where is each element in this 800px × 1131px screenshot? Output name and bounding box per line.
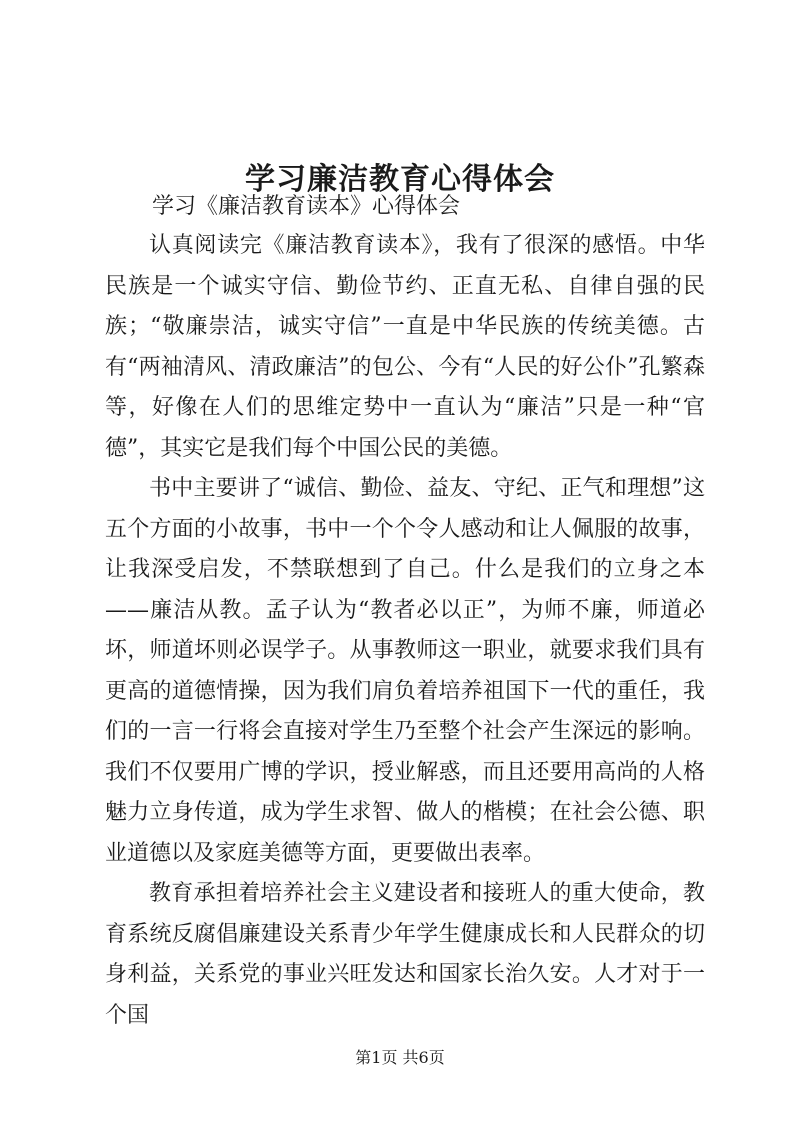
document-title: 学习廉洁教育心得体会: [245, 162, 555, 198]
paragraph-3: 教育承担着培养社会主义建设者和接班人的重大使命，教育系统反腐倡廉建设关系青少年学生健康成长和人民群众的切身利益，关系党的事业兴旺发达和国家长治久安。人才对于一个国: [105, 881, 705, 1028]
paragraph-1: 认真阅读完《廉洁教育读本》，我有了很深的感悟。中华民族是一个诚实守信、勤俭节约、正直无私、自律自强的民族；“敬廉崇洁，诚实守信”一直是中华民族的传统美德。古有“两袖清风、清政廉洁”的包公、今有“人民的好公仆”孔繁森等，好像在人们的思维定势中一直认为“廉洁”只是一种“官德”，其实它是我们每个中国公民的美德。: [105, 233, 705, 461]
paragraph-2: 书中主要讲了“诚信、勤俭、益友、守纪、正气和理想”这五个方面的小故事，书中一个个令人感动和让人佩服的故事，让我深受启发，不禁联想到了自己。什么是我们的立身之本——廉洁从教。孟子认为“教者必以正”，为师不廉，师道必坏，师道坏则必误学子。从事教师这一职业，就要求我们具有更高的道德情操，因为我们肩负着培养祖国下一代的重任，我们的一言一行将会直接对学生乃至整个社会产生深远的影响。我们不仅要用广博的学识，授业解惑，而且还要用高尚的人格魅力立身传道，成为学生求智、做人的楷模；在社会公德、职业道德以及家庭美德等方面，更要做出表率。: [105, 476, 705, 866]
document-body: [105, 226, 705, 1036]
page-number-footer: 第1页 共6页: [355, 1048, 445, 1067]
document-subtitle: 学习《廉洁教育读本》心得体会: [152, 194, 461, 219]
